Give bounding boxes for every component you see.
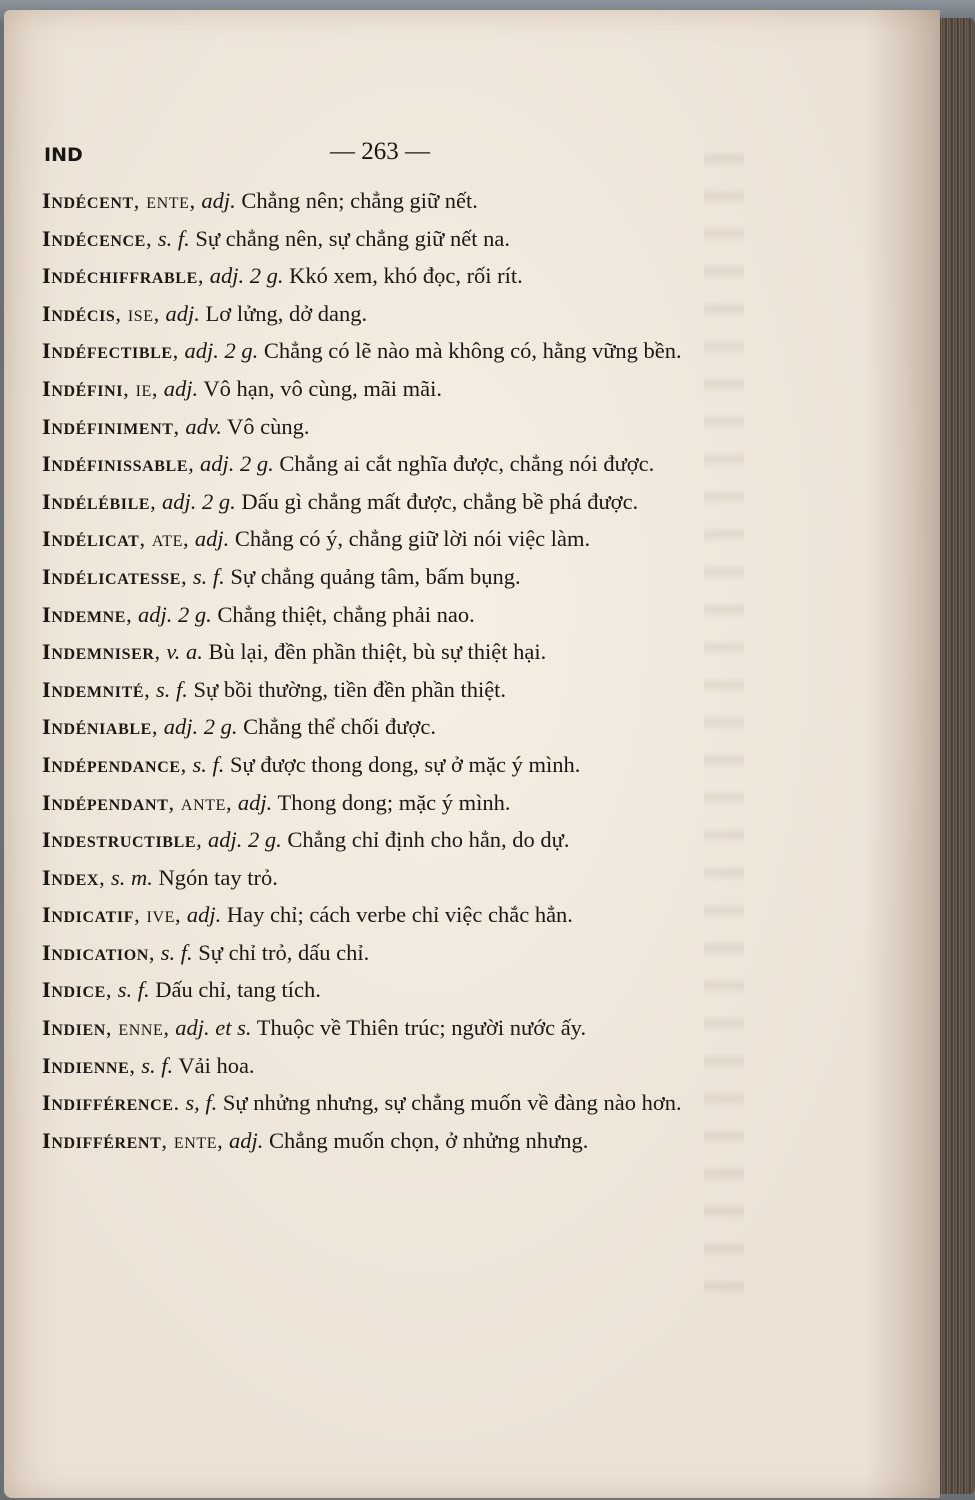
entry-variant: , ive, xyxy=(134,902,182,928)
grammar-label: adj. xyxy=(158,375,199,401)
headword: Indicatif xyxy=(42,902,135,928)
definition: Thong dong; mặc ý mình. xyxy=(272,789,511,815)
grammar-label: adj. xyxy=(189,526,230,552)
headword: Indienne xyxy=(42,1052,130,1078)
dictionary-entry xyxy=(42,934,742,972)
dictionary-entry xyxy=(42,708,742,746)
definition: Dấu gì chẳng mất được, chẳng bề phá được. xyxy=(235,488,639,514)
entry-variant: , xyxy=(99,864,106,890)
entry-variant: , ie, xyxy=(123,375,159,401)
entry-variant: , xyxy=(188,451,195,477)
dictionary-entry xyxy=(42,633,742,671)
dictionary-entry xyxy=(42,784,742,822)
entry-variant: , xyxy=(173,413,180,439)
definition: Chẳng có lẽ nào mà không có, hằng vững bền. xyxy=(258,338,682,364)
grammar-label: s. f. xyxy=(152,225,190,251)
dictionary-entry xyxy=(42,859,742,897)
dictionary-entries xyxy=(42,182,742,1159)
entry-variant: , xyxy=(196,827,203,853)
grammar-label: adj. xyxy=(232,789,273,815)
dictionary-entry xyxy=(42,971,742,1009)
dictionary-entry xyxy=(42,332,742,370)
grammar-label: adj. 2 g. xyxy=(202,827,282,853)
entry-variant: , xyxy=(126,601,133,627)
entry-variant: , ate, xyxy=(139,526,190,552)
headword: Indélébile xyxy=(42,488,151,514)
dictionary-entry xyxy=(42,896,742,934)
entry-variant: , enne, xyxy=(105,1015,170,1041)
page-number: — 263 — xyxy=(330,138,430,165)
headword: Indéfiniment xyxy=(42,413,174,439)
entry-variant: , xyxy=(145,225,153,251)
headword: Indécis xyxy=(42,300,116,326)
entry-variant: , xyxy=(172,338,179,364)
headword: Indemne xyxy=(42,601,127,627)
definition: Sự chỉ trỏ, dấu chỉ. xyxy=(192,939,370,965)
headword: Indépendance xyxy=(42,751,181,777)
grammar-label: s. f. xyxy=(155,939,193,965)
book-page xyxy=(4,10,940,1498)
grammar-label: s, f. xyxy=(179,1090,218,1116)
definition: Vô hạn, vô cùng, mãi mãi. xyxy=(198,375,443,401)
dictionary-entry xyxy=(42,1122,742,1160)
headword: Indélicat xyxy=(42,526,140,552)
definition: Chẳng thiệt, chẳng phải nao. xyxy=(211,601,475,627)
definition: Chẳng nên; chẳng giữ nết. xyxy=(235,188,478,213)
running-head: IND xyxy=(44,144,83,166)
headword: Indifférent xyxy=(42,1127,162,1153)
headword: Indéfini xyxy=(42,375,124,401)
grammar-label: adj. xyxy=(223,1127,264,1153)
definition: Sự nhửng nhưng, sự chẳng muốn về đàng nào hơn. xyxy=(217,1090,682,1116)
headword: Indemniser xyxy=(42,639,155,665)
headword: Indéfinissable xyxy=(42,451,189,477)
entry-variant: , xyxy=(105,977,113,1003)
definition: Dấu chỉ, tang tích. xyxy=(149,977,321,1003)
grammar-label: adv. xyxy=(179,413,222,439)
headword: Indestructible xyxy=(42,827,197,853)
headword: Indéfectible xyxy=(42,338,173,364)
definition: Lơ lửng, dở dang. xyxy=(199,300,368,326)
grammar-label: s. f. xyxy=(150,676,188,702)
entry-variant: , xyxy=(144,676,151,702)
definition: Sự chẳng quảng tâm, bấm bụng. xyxy=(224,563,521,589)
dictionary-entry xyxy=(42,182,742,220)
entry-variant: . xyxy=(173,1090,180,1116)
entry-variant: , ente, xyxy=(133,188,196,213)
dictionary-entry xyxy=(42,746,742,784)
headword: Indien xyxy=(42,1015,106,1041)
grammar-label: s. f. xyxy=(135,1052,174,1078)
headword: Indemnité xyxy=(42,676,145,702)
dictionary-entry xyxy=(42,671,742,709)
definition: Hay chỉ; cách verbe chỉ việc chắc hẳn. xyxy=(221,902,573,928)
definition: Vải hoa. xyxy=(173,1052,255,1078)
definition: Vô cùng. xyxy=(221,413,310,439)
grammar-label: adj. 2 g. xyxy=(194,451,274,477)
definition: Kkó xem, khó đọc, rối rít. xyxy=(283,263,523,289)
grammar-label: adj. xyxy=(159,300,200,326)
dictionary-entry xyxy=(42,1047,742,1085)
dictionary-entry xyxy=(42,370,742,408)
dictionary-entry xyxy=(42,1009,742,1047)
grammar-label: s. f. xyxy=(186,751,225,777)
grammar-label: adj. xyxy=(195,188,236,213)
definition: Sự chẳng nên, sự chẳng giữ nết na. xyxy=(189,225,510,251)
dictionary-entry xyxy=(42,1084,742,1122)
grammar-label: adj. xyxy=(181,902,222,928)
grammar-label: adj. et s. xyxy=(169,1015,252,1041)
dictionary-entry xyxy=(42,445,742,483)
entry-variant: , ante, xyxy=(168,789,233,815)
dictionary-entry xyxy=(42,483,742,521)
grammar-label: adj. 2 g. xyxy=(158,714,238,740)
definition: Bù lại, đền phần thiệt, bù sự thiệt hại. xyxy=(202,639,547,665)
entry-variant: , ente, xyxy=(161,1127,224,1153)
dictionary-entry xyxy=(42,596,742,634)
definition: Chẳng chỉ định cho hẳn, do dự. xyxy=(281,827,570,853)
grammar-label: s. f. xyxy=(187,563,225,589)
definition: Ngón tay trỏ. xyxy=(152,864,278,890)
grammar-label: v. a. xyxy=(160,639,203,665)
definition: Sự được thong dong, sự ở mặc ý mình. xyxy=(224,751,581,777)
grammar-label: adj. 2 g. xyxy=(204,263,284,289)
headword: Indifférence xyxy=(42,1090,174,1116)
dictionary-entry xyxy=(42,558,742,596)
definition: Chẳng có ý, chẳng giữ lời nói việc làm. xyxy=(229,526,591,552)
definition: Chẳng ai cắt nghĩa được, chẳng nói được. xyxy=(273,451,655,477)
grammar-label: s. m. xyxy=(105,864,153,890)
entry-variant: , xyxy=(148,939,156,965)
dictionary-entry xyxy=(42,257,742,295)
definition: Sự bồi thường, tiền đền phần thiệt. xyxy=(187,676,507,702)
headword: Index xyxy=(42,864,100,890)
entry-variant: , xyxy=(150,488,157,514)
definition: Thuộc về Thiên trúc; người nước ấy. xyxy=(251,1015,587,1041)
book-page-edges xyxy=(936,18,975,1494)
headword: Indéniable xyxy=(42,714,152,740)
entry-variant: , ise, xyxy=(115,300,160,326)
grammar-label: adj. 2 g. xyxy=(132,601,212,627)
headword: Indélicatesse xyxy=(42,563,181,589)
dictionary-entry xyxy=(42,408,742,446)
dictionary-entry xyxy=(42,821,742,859)
entry-variant: , xyxy=(129,1052,136,1078)
headword: Indication xyxy=(42,939,149,965)
entry-variant: , xyxy=(180,751,187,777)
headword: Indécence xyxy=(42,225,146,251)
definition: Chẳng muốn chọn, ở nhửng nhưng. xyxy=(263,1127,589,1153)
grammar-label: adj. 2 g. xyxy=(178,338,259,364)
dictionary-entry xyxy=(42,520,742,558)
entry-variant: , xyxy=(154,639,161,665)
grammar-label: s. f. xyxy=(112,977,150,1003)
dictionary-entry xyxy=(42,220,742,258)
dictionary-entry xyxy=(42,295,742,333)
headword: Indice xyxy=(42,977,106,1003)
entry-variant: , xyxy=(197,263,205,289)
page-header xyxy=(4,128,940,168)
headword: Indécent xyxy=(42,188,134,213)
definition: Chẳng thể chối được. xyxy=(237,714,436,740)
headword: Indépendant xyxy=(42,789,169,815)
entry-variant: , xyxy=(151,714,159,740)
entry-variant: , xyxy=(180,563,188,589)
grammar-label: adj. 2 g. xyxy=(156,488,236,514)
headword: Indéchiffrable xyxy=(42,263,198,289)
